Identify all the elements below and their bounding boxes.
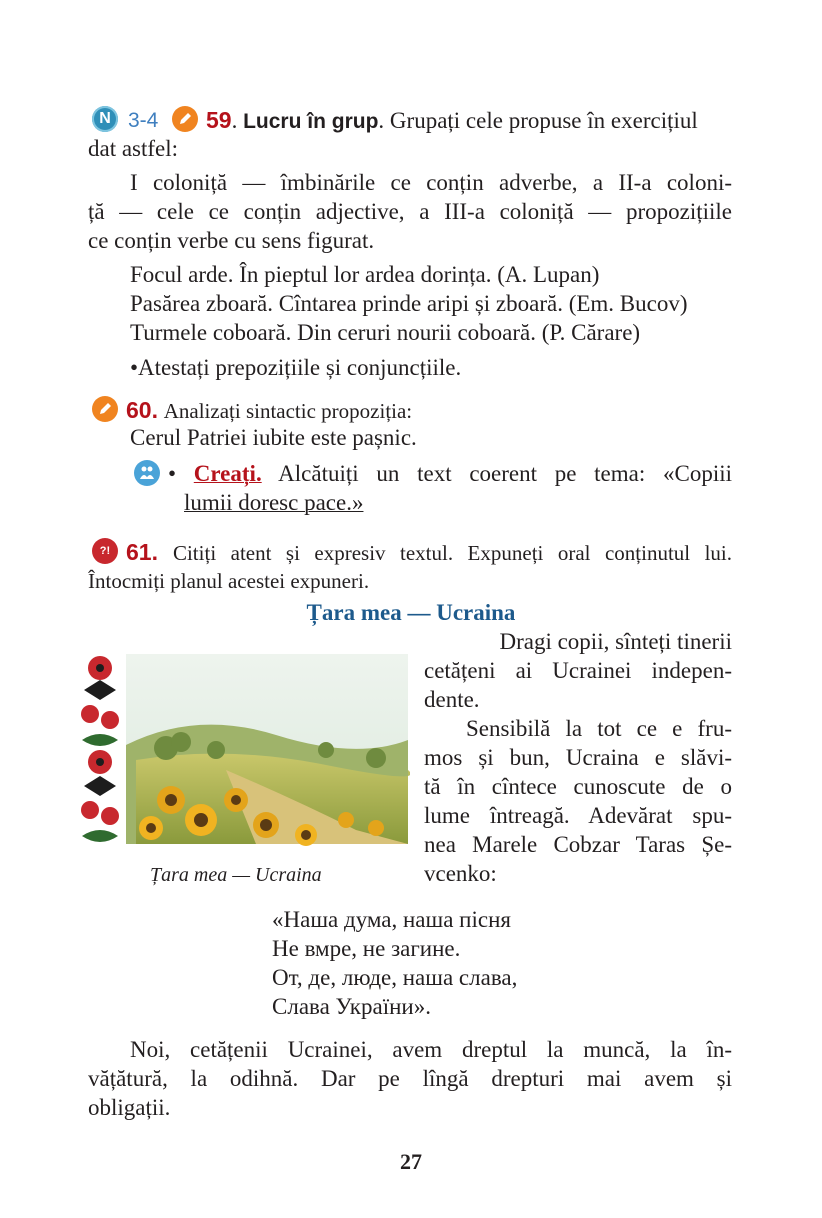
exercise-61-instruction: Întocmiți planul acestei expuneri.	[88, 569, 370, 593]
example-line: Pasărea zboară. Cîntarea prinde aripi și zboară. (Em. Bucov)	[130, 291, 688, 316]
story-line: tă în cîntece cunoscute de o	[424, 774, 732, 799]
example-line: Turmele coboară. Din ceruri nourii coboară. (P. Cărare)	[130, 320, 641, 345]
level-range: 3-4	[128, 109, 159, 132]
task-line: ce conțin verbe cu sens figurat.	[88, 228, 375, 253]
story-line: dente.	[424, 687, 480, 712]
bullet-task: •Atestați prepozițiile și conjuncțiile.	[130, 355, 462, 380]
task-line: ță — cele ce conțin adjective, a III-a coloniță — propozițiile	[88, 199, 732, 224]
exercise-59-heading: 59. Lucru în grup. Grupați cele propuse în exercițiul	[206, 107, 698, 133]
question-exclamation-icon: ?!	[92, 538, 118, 564]
task-line: I coloniță — îmbinările ce conțin adverbe, a II-a coloni-	[130, 170, 732, 195]
create-task: • Creați. Alcătuiți un text coerent pe tema: «Copiii	[168, 461, 732, 486]
page-number: 27	[400, 1149, 422, 1174]
exercise-60-sentence: Cerul Patriei iubite este pașnic.	[130, 425, 417, 450]
closing-line: obligații.	[88, 1095, 171, 1120]
story-line: lume întreagă. Adevărat spu-	[424, 803, 732, 828]
exercise-59-intro: dat astfel:	[88, 136, 179, 161]
story-line: mos și bun, Ucraina e slăvi-	[424, 745, 732, 770]
text-title: Țara mea — Ucraina	[306, 600, 516, 625]
illustration-caption: Țara mea — Ucraina	[150, 864, 322, 886]
level-n-icon: N	[92, 106, 118, 132]
closing-line: Noi, cetățenii Ucrainei, avem dreptul la muncă, la în-	[130, 1037, 732, 1062]
create-task-cont: lumii doresc pace.»	[184, 490, 364, 515]
exercise-60-heading: 60. Analizați sintactic propoziția:	[126, 397, 413, 423]
poem-line: Не вмре, не загине.	[272, 936, 461, 961]
story-line: vcenko:	[424, 861, 497, 886]
story-line: nea Marele Cobzar Taras Șe-	[424, 832, 732, 857]
closing-line: vățătură, la odihnă. Dar pe lîngă drepturi mai avem și	[88, 1066, 732, 1091]
pencil-icon	[92, 396, 118, 422]
poem-line: «Наша дума, наша пісня	[272, 907, 511, 932]
story-line: Sensibilă la tot ce e fru-	[466, 716, 732, 741]
story-line: cetățeni ai Ucrainei indepen-	[424, 658, 732, 683]
group-work-icon	[134, 460, 160, 486]
landscape-illustration	[76, 650, 410, 848]
story-line: Dragi copii, sînteți tinerii	[499, 629, 732, 654]
poem-line: От, де, люде, наша слава,	[272, 965, 518, 990]
poem-line: Слава України».	[272, 994, 431, 1019]
pencil-icon	[172, 106, 198, 132]
example-line: Focul arde. În pieptul lor ardea dorința. (A. Lupan)	[130, 262, 600, 287]
exercise-61-heading: 61. Citiți atent și expresiv textul. Expuneți oral conținutul lui.	[126, 539, 733, 565]
